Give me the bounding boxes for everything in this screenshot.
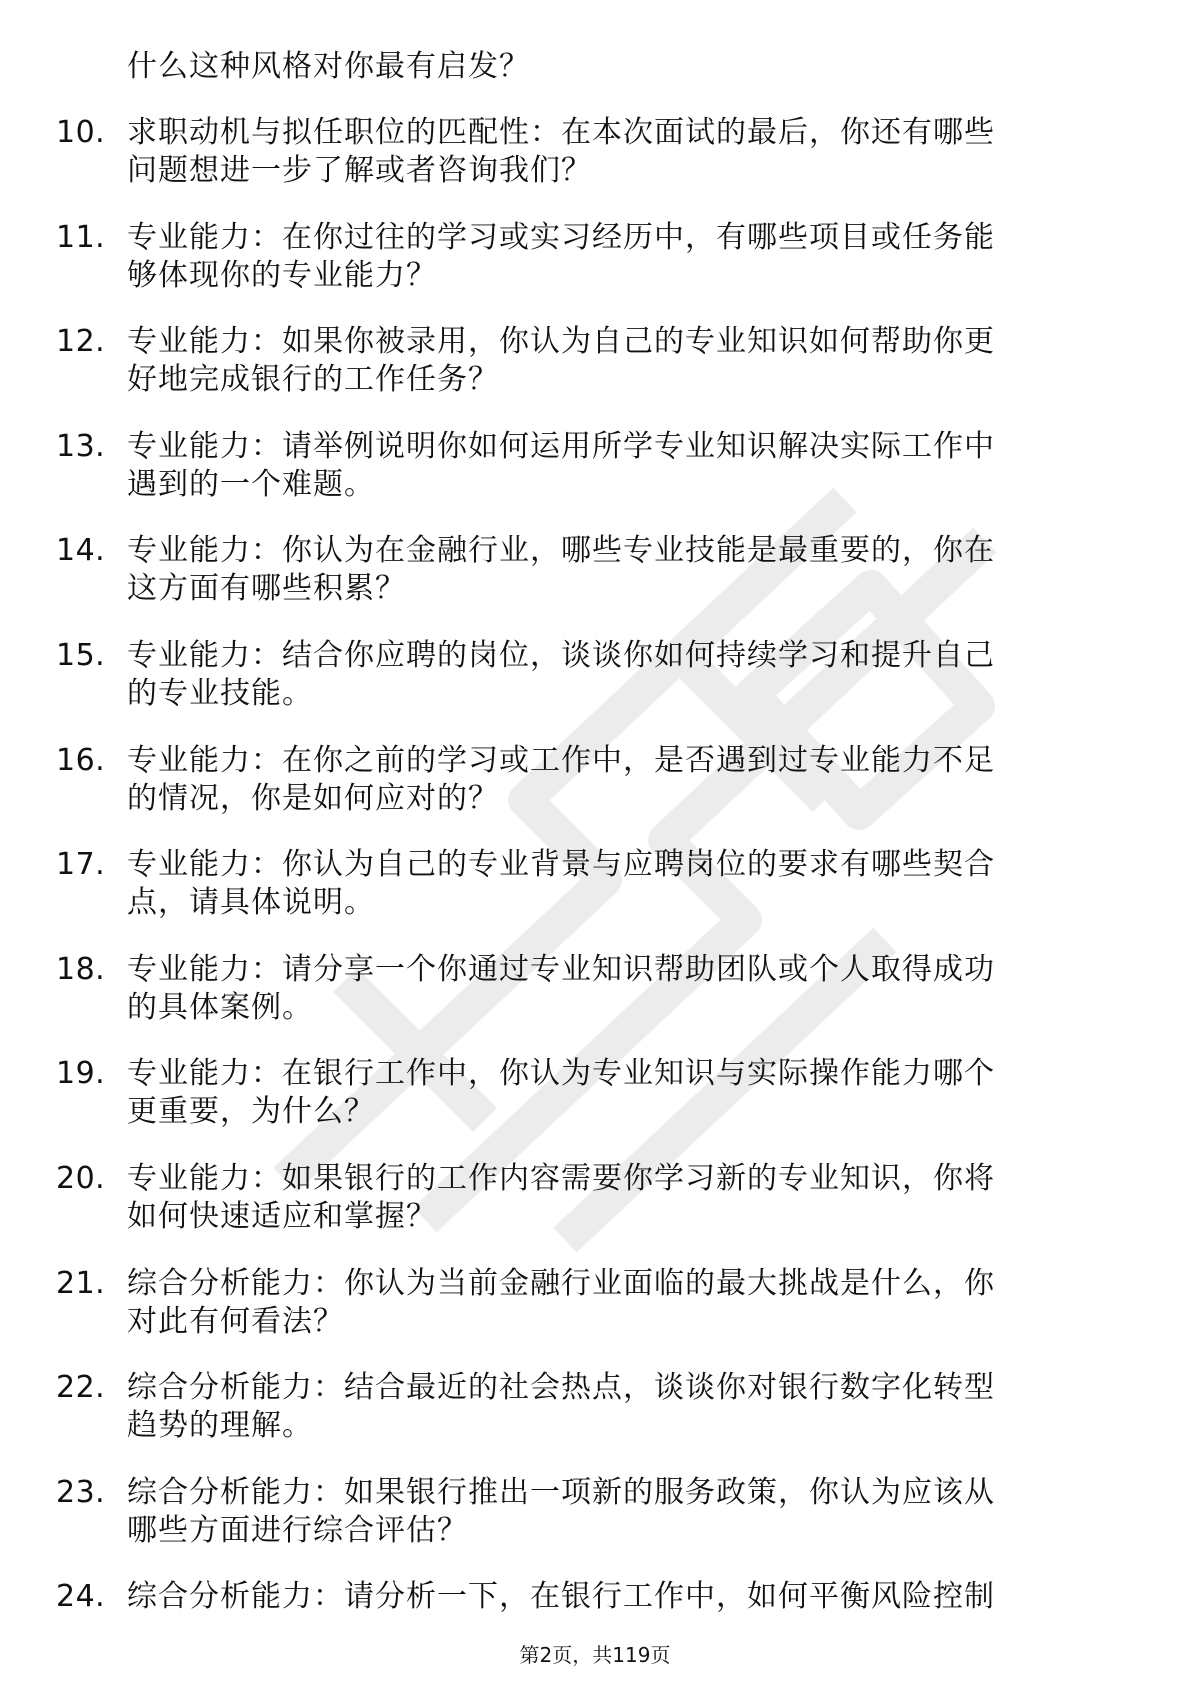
- list-item-text: [127, 742, 1127, 818]
- list-item-text: [127, 323, 1127, 399]
- list-item-text: [127, 846, 1127, 922]
- list-item: [0, 1369, 1190, 1474]
- list-item-line: 综合分析能力：请分析一下，在银行工作中，如何平衡风险控制: [127, 1579, 995, 1615]
- list-item-line: 综合分析能力：如果银行推出一项新的服务政策，你认为应该从: [127, 1474, 995, 1510]
- list-item-text: [127, 428, 1127, 504]
- list-item-number: 17.: [56, 847, 106, 883]
- list-item-number: 19.: [56, 1056, 106, 1092]
- list-item: [0, 846, 1190, 951]
- list-item-text: [127, 637, 1127, 713]
- list-item-line: 综合分析能力：结合最近的社会热点，谈谈你对银行数字化转型: [127, 1370, 995, 1406]
- list-item-text: [127, 1265, 1127, 1341]
- list-item-number: 11.: [56, 219, 106, 255]
- list-item-line: 专业能力：在你之前的学习或工作中，是否遇到过专业能力不足: [127, 742, 995, 778]
- list-item-number: 24.: [56, 1579, 106, 1615]
- list-item-line: 遇到的一个难题。: [127, 466, 375, 502]
- list-item-text: [127, 219, 1127, 295]
- list-item-line: 专业能力：在银行工作中，你认为专业知识与实际操作能力哪个: [127, 1056, 995, 1092]
- list-item-text: [127, 1369, 1127, 1445]
- list-item: [0, 219, 1190, 324]
- list-item-line: 这方面有哪些积累？: [127, 571, 406, 607]
- list-item-text: [127, 1474, 1127, 1550]
- list-item-continued: [0, 48, 1190, 114]
- list-item: [0, 532, 1190, 637]
- list-item-text-continued: 什么这种风格对你最有启发？: [127, 49, 530, 84]
- list-item-number: 20.: [56, 1160, 106, 1196]
- list-item-line: 的专业技能。: [127, 675, 313, 711]
- list-item-line: 综合分析能力：你认为当前金融行业面临的最大挑战是什么，你: [127, 1265, 995, 1301]
- list-item-line: 专业能力：你认为在金融行业，哪些专业技能是最重要的，你在: [127, 533, 995, 569]
- list-item-line: 专业能力：在你过往的学习或实习经历中，有哪些项目或任务能: [127, 219, 995, 255]
- list-item-text: [127, 1578, 1127, 1616]
- list-item-line: 专业能力：请举例说明你如何运用所学专业知识解决实际工作中: [127, 428, 995, 464]
- list-item-line: 求职动机与拟任职位的匹配性：在本次面试的最后，你还有哪些: [127, 115, 995, 150]
- list-item-line: 对此有何看法？: [127, 1303, 344, 1339]
- list-item-text: [127, 1160, 1127, 1236]
- list-item-line: 专业能力：如果你被录用，你认为自己的专业知识如何帮助你更: [127, 324, 995, 360]
- list-item-number: 10.: [56, 115, 106, 150]
- list-item-line: 够体现你的专业能力？: [127, 257, 437, 293]
- list-item-text: [127, 114, 1127, 190]
- list-item-line: 如何快速适应和掌握？: [127, 1198, 437, 1234]
- list-item: [0, 114, 1190, 219]
- list-item-line: 专业能力：请分享一个你通过专业知识帮助团队或个人取得成功: [127, 951, 995, 987]
- list-item-line: 点，请具体说明。: [127, 885, 375, 921]
- list-item: [0, 637, 1190, 742]
- list-item-number: 14.: [56, 533, 106, 569]
- list-item-number: 16.: [56, 742, 106, 778]
- list-item-number: 15.: [56, 637, 106, 673]
- list-item: [0, 1474, 1190, 1579]
- list-item-line: 好地完成银行的工作任务？: [127, 362, 499, 398]
- list-item-number: 23.: [56, 1474, 106, 1510]
- page-footer: 第2页，共119页: [519, 1643, 671, 1667]
- list-item-text: [127, 532, 1127, 608]
- list-item-number: 18.: [56, 951, 106, 987]
- list-item: [0, 742, 1190, 847]
- list-item-line: 哪些方面进行综合评估？: [127, 1512, 468, 1548]
- list-item-line: 问题想进一步了解或者咨询我们？: [127, 153, 592, 188]
- list-item-line: 专业能力：结合你应聘的岗位，谈谈你如何持续学习和提升自己: [127, 637, 995, 673]
- list-item: [0, 323, 1190, 428]
- list-item-line: 趋势的理解。: [127, 1408, 313, 1444]
- list-item-line: 的情况，你是如何应对的？: [127, 780, 499, 816]
- list-item: [0, 1265, 1190, 1370]
- list-item-text: [127, 1055, 1127, 1131]
- list-item: [0, 951, 1190, 1056]
- list-item-line: 专业能力：如果银行的工作内容需要你学习新的专业知识，你将: [127, 1160, 995, 1196]
- list-item: [0, 1578, 1190, 1683]
- list-item-number: 13.: [56, 428, 106, 464]
- list-item-number: 21.: [56, 1265, 106, 1301]
- list-item-text: [127, 951, 1127, 1027]
- list-item: [0, 1055, 1190, 1160]
- list-item-line: 更重要，为什么？: [127, 1094, 375, 1130]
- list-item: [0, 428, 1190, 533]
- list-item-line: 专业能力：你认为自己的专业背景与应聘岗位的要求有哪些契合: [127, 847, 995, 883]
- question-list: [0, 48, 1190, 1683]
- list-item-number: 12.: [56, 324, 106, 360]
- list-item-line: 的具体案例。: [127, 989, 313, 1025]
- list-item: [0, 1160, 1190, 1265]
- list-item-number: 22.: [56, 1370, 106, 1406]
